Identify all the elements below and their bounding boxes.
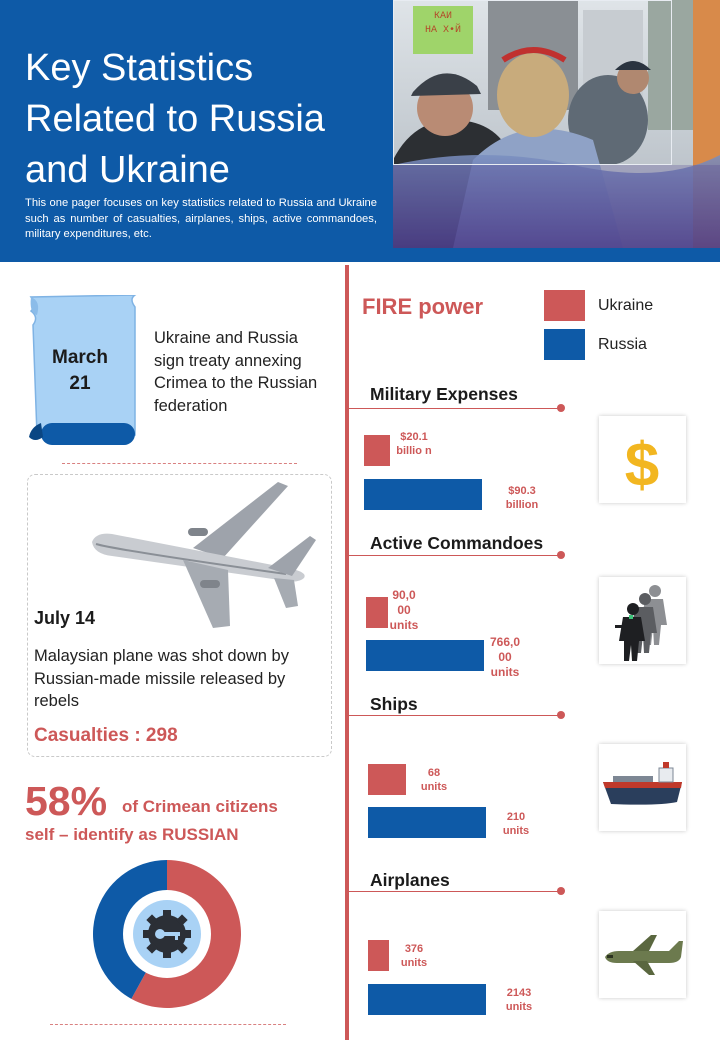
bar-ukraine-ships [368, 764, 406, 795]
section-title-ships: Ships [370, 694, 418, 714]
ship-icon [599, 744, 686, 831]
icon-card-ship [599, 744, 686, 831]
soldiers-icon [599, 577, 686, 664]
bar-russia-active-commandoes [366, 640, 484, 671]
fire-power-title: FIRE power [362, 294, 484, 319]
dashed-separator [62, 463, 297, 464]
bar-russia-military-expenses [364, 479, 482, 510]
center-divider [345, 265, 349, 1040]
casualties-count: Casualties : 298 [34, 725, 178, 746]
value-ukraine-airplanes: 376 units [400, 943, 428, 969]
value-russia-military-expenses: $90.3 billion [505, 485, 539, 511]
legend-swatch-ukraine [544, 290, 585, 321]
section-rule-dot [557, 887, 565, 895]
section-rule [349, 555, 561, 556]
legend-swatch-russia [544, 329, 585, 360]
icon-card-soldiers [599, 577, 686, 664]
section-rule [349, 891, 561, 892]
value-russia-active-commandoes: 766,0 00 units [489, 635, 521, 679]
legend-label-russia: Russia [598, 336, 647, 353]
crimea-percent: 58% [25, 778, 108, 824]
airplane-icon [88, 480, 318, 630]
cargo-plane-icon [599, 911, 686, 998]
svg-text:$: $ [624, 431, 660, 500]
protest-sign-line1: КАИ [433, 11, 452, 22]
crimea-text-line2: self – identify as RUSSIAN [25, 825, 239, 844]
bar-russia-airplanes [368, 984, 486, 1015]
page-subtitle: This one pager focuses on key statistics related to Russia and Ukraine such as number of casualties, airplanes, ships, active commandoes, military expenditures, etc. [25, 197, 377, 240]
value-russia-airplanes: 2143 units [505, 987, 533, 1013]
legend-label-ukraine: Ukraine [598, 297, 654, 314]
section-rule-dot [557, 711, 565, 719]
dollar-icon [599, 416, 686, 503]
gear-key-icon [143, 910, 191, 958]
photo-frame [393, 0, 672, 165]
section-title-military-expenses: Military Expenses [370, 384, 518, 404]
value-russia-ships: 210 units [502, 811, 530, 837]
protest-sign-line2: НА Х•Й [424, 25, 461, 36]
july-date: July 14 [34, 608, 96, 628]
section-rule-dot [557, 404, 565, 412]
july-event-text: Malaysian plane was shot down by Russian-made missile released by rebels [34, 647, 289, 710]
bar-ukraine-military-expenses [364, 435, 390, 466]
crimea-text-line1: of Crimean citizens [122, 797, 278, 816]
section-title-active-commandoes: Active Commandoes [370, 533, 544, 553]
section-title-airplanes: Airplanes [370, 870, 450, 890]
crimea-donut-chart [92, 860, 242, 1008]
icon-card-dollar [599, 416, 686, 503]
bar-ukraine-airplanes [368, 940, 389, 971]
section-rule [349, 408, 561, 409]
march-date: March 21 [52, 347, 108, 394]
section-rule-dot [557, 551, 565, 559]
value-ukraine-ships: 68 units [420, 767, 448, 793]
page-title: Key Statistics Related to Russia and Ukraine [25, 47, 325, 191]
header-banner [0, 0, 720, 262]
protest-photo [393, 0, 720, 248]
value-ukraine-active-commandoes: 90,0 00 units [389, 588, 419, 632]
dashed-separator-bottom [50, 1024, 286, 1025]
section-rule [349, 715, 561, 716]
march-event-text: Ukraine and Russia sign treaty annexing Crimea to the Russian federation [154, 329, 318, 415]
icon-card-cargo-plane [599, 911, 686, 998]
value-ukraine-military-expenses: $20.1 billio n [396, 431, 432, 457]
bar-russia-ships [368, 807, 486, 838]
